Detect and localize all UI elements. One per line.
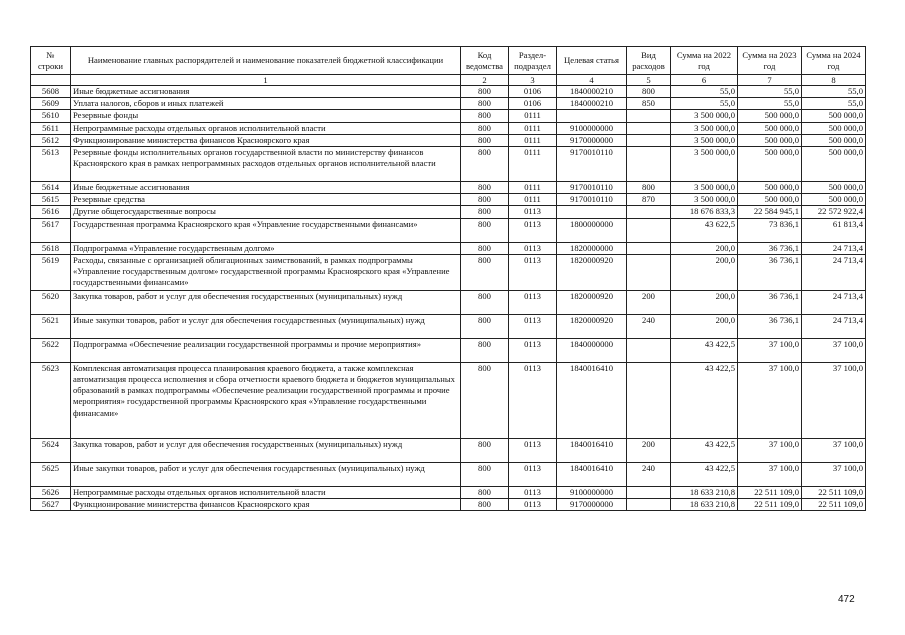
row-name: Закупка товаров, работ и услуг для обеспечения государственных (муниципальных) нужд [71, 290, 461, 314]
target-item: 1820000920 [557, 314, 627, 338]
sum-2023: 36 736,1 [738, 242, 802, 254]
expense-type: 200 [627, 290, 671, 314]
department-code: 800 [461, 122, 509, 134]
row-number: 5614 [31, 182, 71, 194]
sum-2022: 55,0 [671, 86, 738, 98]
department-code: 800 [461, 98, 509, 110]
section-code: 0113 [509, 218, 557, 242]
sum-2024: 500 000,0 [802, 134, 866, 146]
header-sum-2023: Сумма на 2023 год [738, 47, 802, 75]
expense-type [627, 206, 671, 218]
column-number [31, 75, 71, 86]
sum-2023: 36 736,1 [738, 290, 802, 314]
sum-2022: 43 422,5 [671, 438, 738, 462]
column-number: 2 [461, 75, 509, 86]
row-name: Уплата налогов, сборов и иных платежей [71, 98, 461, 110]
sum-2024: 37 100,0 [802, 462, 866, 486]
section-code: 0113 [509, 314, 557, 338]
sum-2024: 500 000,0 [802, 194, 866, 206]
sum-2022: 200,0 [671, 254, 738, 290]
section-code: 0111 [509, 194, 557, 206]
sum-2022: 3 500 000,0 [671, 182, 738, 194]
section-code: 0106 [509, 98, 557, 110]
header-row-number: № строки [31, 47, 71, 75]
table-row [31, 86, 866, 98]
row-name: Непрограммные расходы отдельных органов исполнительной власти [71, 122, 461, 134]
target-item: 1820000920 [557, 290, 627, 314]
sum-2024: 37 100,0 [802, 338, 866, 362]
sum-2024: 22 511 109,0 [802, 499, 866, 511]
table-row [31, 486, 866, 498]
sum-2023: 37 100,0 [738, 362, 802, 438]
table-row [31, 194, 866, 206]
section-code: 0111 [509, 122, 557, 134]
sum-2023: 55,0 [738, 98, 802, 110]
row-number: 5611 [31, 122, 71, 134]
sum-2022: 200,0 [671, 290, 738, 314]
table-row [31, 362, 866, 438]
sum-2022: 18 633 210,8 [671, 486, 738, 498]
target-item: 9170010110 [557, 147, 627, 182]
sum-2022: 200,0 [671, 242, 738, 254]
column-number: 5 [627, 75, 671, 86]
sum-2022: 200,0 [671, 314, 738, 338]
section-code: 0113 [509, 438, 557, 462]
section-code: 0113 [509, 462, 557, 486]
sum-2024: 37 100,0 [802, 438, 866, 462]
sum-2023: 36 736,1 [738, 314, 802, 338]
row-name: Резервные средства [71, 194, 461, 206]
department-code: 800 [461, 499, 509, 511]
row-number: 5621 [31, 314, 71, 338]
sum-2024: 500 000,0 [802, 122, 866, 134]
section-code: 0111 [509, 182, 557, 194]
table-row [31, 499, 866, 511]
target-item: 9170000000 [557, 134, 627, 146]
expense-type: 240 [627, 462, 671, 486]
expense-type [627, 254, 671, 290]
row-number: 5622 [31, 338, 71, 362]
department-code: 800 [461, 290, 509, 314]
column-number: 1 [71, 75, 461, 86]
expense-type: 240 [627, 314, 671, 338]
sum-2023: 37 100,0 [738, 338, 802, 362]
sum-2024: 500 000,0 [802, 147, 866, 182]
sum-2023: 500 000,0 [738, 182, 802, 194]
expense-type [627, 147, 671, 182]
row-name: Резервные фонды [71, 110, 461, 122]
expense-type: 870 [627, 194, 671, 206]
row-name: Другие общегосударственные вопросы [71, 206, 461, 218]
expense-type: 200 [627, 438, 671, 462]
row-number: 5617 [31, 218, 71, 242]
column-number: 4 [557, 75, 627, 86]
target-item [557, 206, 627, 218]
sum-2023: 500 000,0 [738, 194, 802, 206]
target-item: 9170010110 [557, 194, 627, 206]
row-name: Закупка товаров, работ и услуг для обеспечения государственных (муниципальных) нужд [71, 438, 461, 462]
sum-2024: 24 713,4 [802, 242, 866, 254]
row-number: 5615 [31, 194, 71, 206]
row-number: 5626 [31, 486, 71, 498]
sum-2023: 22 511 109,0 [738, 486, 802, 498]
section-code: 0113 [509, 206, 557, 218]
expense-type: 800 [627, 182, 671, 194]
table-row [31, 206, 866, 218]
sum-2022: 3 500 000,0 [671, 194, 738, 206]
expense-type [627, 486, 671, 498]
table-row [31, 182, 866, 194]
row-name: Иные бюджетные ассигнования [71, 182, 461, 194]
sum-2024: 22 572 922,4 [802, 206, 866, 218]
row-name: Подпрограмма «Управление государственным долгом» [71, 242, 461, 254]
department-code: 800 [461, 147, 509, 182]
sum-2022: 3 500 000,0 [671, 122, 738, 134]
sum-2022: 18 676 833,3 [671, 206, 738, 218]
column-number: 3 [509, 75, 557, 86]
header-department-code: Код ведомства [461, 47, 509, 75]
department-code: 800 [461, 134, 509, 146]
department-code: 800 [461, 338, 509, 362]
department-code: 800 [461, 86, 509, 98]
target-item: 1840000000 [557, 338, 627, 362]
row-name: Подпрограмма «Обеспечение реализации государственной программы и прочие мероприятия» [71, 338, 461, 362]
row-number: 5624 [31, 438, 71, 462]
sum-2022: 43 422,5 [671, 338, 738, 362]
sum-2022: 3 500 000,0 [671, 110, 738, 122]
row-name: Функционирование министерства финансов Красноярского края [71, 499, 461, 511]
table-row [31, 462, 866, 486]
row-number: 5627 [31, 499, 71, 511]
table-row [31, 314, 866, 338]
department-code: 800 [461, 314, 509, 338]
target-item: 9100000000 [557, 122, 627, 134]
target-item [557, 110, 627, 122]
table-row [31, 338, 866, 362]
expense-type: 800 [627, 86, 671, 98]
sum-2023: 22 511 109,0 [738, 499, 802, 511]
department-code: 800 [461, 462, 509, 486]
table-body [31, 86, 866, 511]
row-name: Государственная программа Красноярского края «Управление государственными финансами» [71, 218, 461, 242]
table-row [31, 438, 866, 462]
target-item: 9100000000 [557, 486, 627, 498]
section-code: 0113 [509, 338, 557, 362]
sum-2022: 43 622,5 [671, 218, 738, 242]
row-number: 5619 [31, 254, 71, 290]
target-item: 1840000210 [557, 98, 627, 110]
sum-2024: 500 000,0 [802, 110, 866, 122]
header-expense-type: Вид расходов [627, 47, 671, 75]
column-number: 8 [802, 75, 866, 86]
target-item: 1800000000 [557, 218, 627, 242]
row-name: Функционирование министерства финансов Красноярского края [71, 134, 461, 146]
sum-2022: 55,0 [671, 98, 738, 110]
expense-type [627, 218, 671, 242]
row-number: 5610 [31, 110, 71, 122]
target-item: 9170010110 [557, 182, 627, 194]
sum-2024: 500 000,0 [802, 182, 866, 194]
row-number: 5609 [31, 98, 71, 110]
section-code: 0111 [509, 110, 557, 122]
expense-type [627, 110, 671, 122]
row-number: 5625 [31, 462, 71, 486]
department-code: 800 [461, 362, 509, 438]
target-item: 1840000210 [557, 86, 627, 98]
column-number-row [31, 75, 866, 86]
row-name: Комплексная автоматизация процесса планирования краевого бюджета, а также комплексная автоматизация процесса исполнения и сбора отчетности краевого бюджета и бюджетов муниципальных образований в рамках подпрограммы «Обеспечение реализации государственной программы и прочие мероприятия» государственной программы Красноярского края «Управление государственными финансами» [71, 362, 461, 438]
section-code: 0113 [509, 290, 557, 314]
department-code: 800 [461, 438, 509, 462]
sum-2023: 500 000,0 [738, 134, 802, 146]
expense-type [627, 362, 671, 438]
target-item: 9170000000 [557, 499, 627, 511]
sum-2024: 24 713,4 [802, 254, 866, 290]
table-row [31, 98, 866, 110]
row-number: 5616 [31, 206, 71, 218]
sum-2022: 18 633 210,8 [671, 499, 738, 511]
row-number: 5612 [31, 134, 71, 146]
target-item: 1840016410 [557, 438, 627, 462]
sum-2023: 37 100,0 [738, 438, 802, 462]
expense-type [627, 134, 671, 146]
row-name: Расходы, связанные с организацией облигационных заимствований, в рамках подпрограммы «Управление государственным долгом» государственной программы Красноярского края «Управление государственными финансами» [71, 254, 461, 290]
department-code: 800 [461, 254, 509, 290]
row-name: Резервные фонды исполнительных органов государственной власти по министерству финансов Красноярского края в рамках непрограммных расходов отдельных органов исполнительной власти [71, 147, 461, 182]
sum-2023: 36 736,1 [738, 254, 802, 290]
sum-2023: 22 584 945,1 [738, 206, 802, 218]
row-number: 5613 [31, 147, 71, 182]
row-name: Непрограммные расходы отдельных органов исполнительной власти [71, 486, 461, 498]
sum-2024: 24 713,4 [802, 290, 866, 314]
header-sum-2024: Сумма на 2024 год [802, 47, 866, 75]
section-code: 0111 [509, 147, 557, 182]
section-code: 0113 [509, 362, 557, 438]
table-row [31, 122, 866, 134]
sum-2023: 500 000,0 [738, 147, 802, 182]
table-row [31, 218, 866, 242]
sum-2023: 500 000,0 [738, 110, 802, 122]
sum-2023: 500 000,0 [738, 122, 802, 134]
sum-2022: 43 422,5 [671, 462, 738, 486]
expense-type [627, 338, 671, 362]
row-number: 5618 [31, 242, 71, 254]
row-name: Иные закупки товаров, работ и услуг для обеспечения государственных (муниципальных) нужд [71, 462, 461, 486]
expense-type [627, 122, 671, 134]
target-item: 1820000920 [557, 254, 627, 290]
section-code: 0113 [509, 242, 557, 254]
sum-2024: 55,0 [802, 98, 866, 110]
target-item: 1820000000 [557, 242, 627, 254]
table-row [31, 254, 866, 290]
expense-type [627, 242, 671, 254]
header-row [31, 47, 866, 75]
department-code: 800 [461, 486, 509, 498]
column-number: 7 [738, 75, 802, 86]
expense-type: 850 [627, 98, 671, 110]
sum-2024: 61 813,4 [802, 218, 866, 242]
header-target-item: Целевая статья [557, 47, 627, 75]
row-name: Иные бюджетные ассигнования [71, 86, 461, 98]
header-name: Наименование главных распорядителей и наименование показателей бюджетной классификации [71, 47, 461, 75]
section-code: 0113 [509, 486, 557, 498]
sum-2023: 73 836,1 [738, 218, 802, 242]
header-sum-2022: Сумма на 2022 год [671, 47, 738, 75]
sum-2024: 22 511 109,0 [802, 486, 866, 498]
sum-2024: 37 100,0 [802, 362, 866, 438]
page-number: 472 [838, 594, 855, 605]
row-number: 5623 [31, 362, 71, 438]
department-code: 800 [461, 182, 509, 194]
sum-2022: 3 500 000,0 [671, 134, 738, 146]
department-code: 800 [461, 218, 509, 242]
section-code: 0111 [509, 134, 557, 146]
table-row [31, 290, 866, 314]
department-code: 800 [461, 110, 509, 122]
sum-2022: 3 500 000,0 [671, 147, 738, 182]
sum-2024: 24 713,4 [802, 314, 866, 338]
sum-2023: 37 100,0 [738, 462, 802, 486]
section-code: 0113 [509, 499, 557, 511]
target-item: 1840016410 [557, 462, 627, 486]
row-number: 5608 [31, 86, 71, 98]
table-row [31, 134, 866, 146]
sum-2024: 55,0 [802, 86, 866, 98]
column-number: 6 [671, 75, 738, 86]
header-section: Раздел-подраздел [509, 47, 557, 75]
department-code: 800 [461, 206, 509, 218]
expense-type [627, 499, 671, 511]
table-row [31, 242, 866, 254]
row-number: 5620 [31, 290, 71, 314]
department-code: 800 [461, 242, 509, 254]
table-row [31, 110, 866, 122]
section-code: 0113 [509, 254, 557, 290]
sum-2023: 55,0 [738, 86, 802, 98]
target-item: 1840016410 [557, 362, 627, 438]
table-row [31, 147, 866, 182]
department-code: 800 [461, 194, 509, 206]
sum-2022: 43 422,5 [671, 362, 738, 438]
budget-table [30, 46, 866, 511]
row-name: Иные закупки товаров, работ и услуг для обеспечения государственных (муниципальных) нужд [71, 314, 461, 338]
section-code: 0106 [509, 86, 557, 98]
